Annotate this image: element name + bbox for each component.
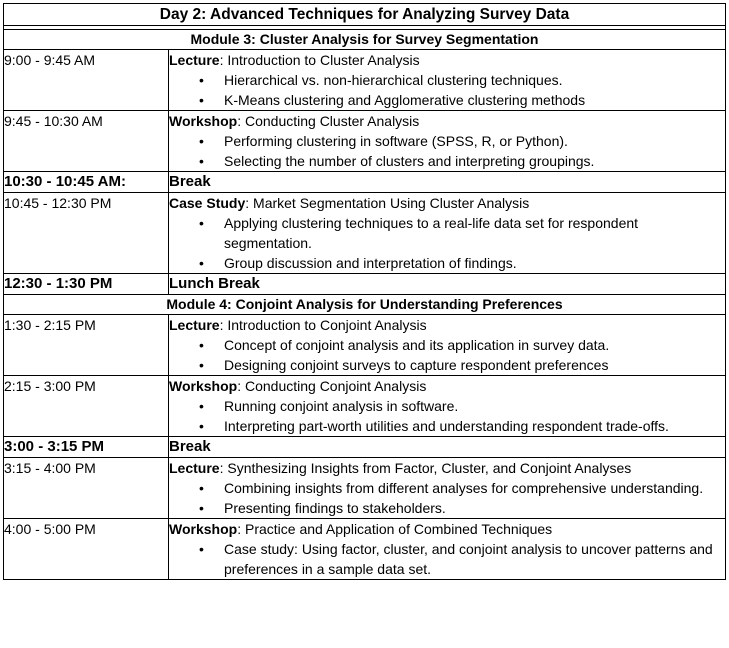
session-heading (169, 519, 725, 539)
session-content (169, 519, 726, 580)
session-type: Lecture (169, 52, 220, 68)
bullet-icon: • (199, 500, 204, 516)
bullet-text: Selecting the number of clusters and interpreting groupings. (224, 153, 595, 169)
bullet-text: Presenting findings to stakeholders. (224, 500, 446, 516)
session-content (169, 50, 726, 111)
session-type: Lecture (169, 317, 220, 333)
bullet-text: Group discussion and interpretation of findings. (224, 255, 517, 271)
bullet-item (169, 396, 725, 416)
bullet-text: Interpreting part-worth utilities and understanding respondent trade-offs. (224, 418, 669, 434)
session-time: 3:00 - 3:15 PM (4, 437, 169, 458)
bullet-item (169, 213, 725, 253)
session-topic: : Conducting Conjoint Analysis (237, 378, 427, 394)
bullet-icon: • (199, 92, 204, 108)
module-heading: Module 4: Conjoint Analysis for Understanding Preferences (4, 295, 726, 315)
schedule-row (4, 437, 726, 458)
bullet-icon: • (199, 418, 204, 434)
bullet-list (169, 396, 725, 436)
session-heading (169, 315, 725, 335)
bullet-item (169, 478, 725, 498)
schedule-row (4, 315, 726, 376)
session-content (169, 315, 726, 376)
session-time: 10:30 - 10:45 AM: (4, 172, 169, 193)
bullet-list (169, 131, 725, 171)
bullet-item (169, 539, 725, 579)
bullet-text: Applying clustering techniques to a real-life data set for respondent segmentation. (224, 215, 639, 251)
session-content: Break (169, 172, 726, 193)
module-heading-row (4, 30, 726, 50)
bullet-list (169, 539, 725, 579)
session-topic: : Synthesizing Insights from Factor, Cluster, and Conjoint Analyses (219, 460, 632, 476)
bullet-icon: • (199, 153, 204, 169)
session-type: Workshop (169, 113, 238, 129)
bullet-list (169, 70, 725, 110)
bullet-text: K-Means clustering and Agglomerative clustering methods (224, 92, 586, 108)
session-time: 3:15 - 4:00 PM (4, 458, 169, 519)
bullet-icon: • (199, 398, 204, 414)
session-heading (169, 376, 725, 396)
session-time: 12:30 - 1:30 PM (4, 274, 169, 295)
bullet-text: Combining insights from different analyses for comprehensive understanding. (224, 480, 704, 496)
bullet-item (169, 416, 725, 436)
bullet-item (169, 90, 725, 110)
bullet-text: Concept of conjoint analysis and its application in survey data. (224, 337, 610, 353)
bullet-list (169, 335, 725, 375)
bullet-icon: • (199, 72, 204, 88)
bullet-text: Designing conjoint surveys to capture respondent preferences (224, 357, 609, 373)
schedule-row (4, 519, 726, 580)
schedule-table (3, 3, 726, 580)
page-title: Day 2: Advanced Techniques for Analyzing Survey Data (4, 4, 726, 26)
session-topic: : Conducting Cluster Analysis (237, 113, 420, 129)
session-content (169, 111, 726, 172)
bullet-icon: • (199, 133, 204, 149)
bullet-icon: • (199, 215, 204, 231)
bullet-list (169, 478, 725, 518)
bullet-icon: • (199, 357, 204, 373)
session-type: Workshop (169, 521, 238, 537)
session-topic: : Practice and Application of Combined Techniques (237, 521, 553, 537)
session-topic: : Introduction to Cluster Analysis (219, 52, 420, 68)
session-heading (169, 111, 725, 131)
session-time: 1:30 - 2:15 PM (4, 315, 169, 376)
bullet-icon: • (199, 480, 204, 496)
module-heading: Module 3: Cluster Analysis for Survey Segmentation (4, 30, 726, 50)
session-type: Lecture (169, 460, 220, 476)
schedule-row (4, 50, 726, 111)
bullet-item (169, 70, 725, 90)
session-content (169, 193, 726, 274)
schedule-row (4, 172, 726, 193)
session-time: 9:00 - 9:45 AM (4, 50, 169, 111)
bullet-item (169, 498, 725, 518)
bullet-text: Running conjoint analysis in software. (224, 398, 459, 414)
session-time: 2:15 - 3:00 PM (4, 376, 169, 437)
session-heading (169, 193, 725, 213)
bullet-list (169, 213, 725, 273)
schedule-row (4, 376, 726, 437)
session-heading (169, 458, 725, 478)
bullet-icon: • (199, 541, 204, 557)
title-row (4, 4, 726, 26)
bullet-item (169, 253, 725, 273)
session-heading (169, 50, 725, 70)
session-topic: : Introduction to Conjoint Analysis (219, 317, 427, 333)
bullet-item (169, 355, 725, 375)
bullet-icon: • (199, 337, 204, 353)
session-type: Case Study (169, 195, 246, 211)
session-topic: : Market Segmentation Using Cluster Analysis (245, 195, 530, 211)
session-time: 4:00 - 5:00 PM (4, 519, 169, 580)
bullet-text: Hierarchical vs. non-hierarchical clustering techniques. (224, 72, 563, 88)
schedule-row (4, 193, 726, 274)
bullet-text: Case study: Using factor, cluster, and conjoint analysis to uncover patterns and preferences in a sample data set. (224, 541, 713, 577)
session-time: 10:45 - 12:30 PM (4, 193, 169, 274)
session-content: Break (169, 437, 726, 458)
schedule-row (4, 274, 726, 295)
bullet-item (169, 131, 725, 151)
bullet-item (169, 151, 725, 171)
bullet-icon: • (199, 255, 204, 271)
session-content (169, 458, 726, 519)
bullet-item (169, 335, 725, 355)
schedule-row (4, 458, 726, 519)
module-heading-row (4, 295, 726, 315)
schedule-row (4, 111, 726, 172)
session-content: Lunch Break (169, 274, 726, 295)
bullet-text: Performing clustering in software (SPSS, R, or Python). (224, 133, 568, 149)
session-time: 9:45 - 10:30 AM (4, 111, 169, 172)
session-content (169, 376, 726, 437)
session-type: Workshop (169, 378, 238, 394)
